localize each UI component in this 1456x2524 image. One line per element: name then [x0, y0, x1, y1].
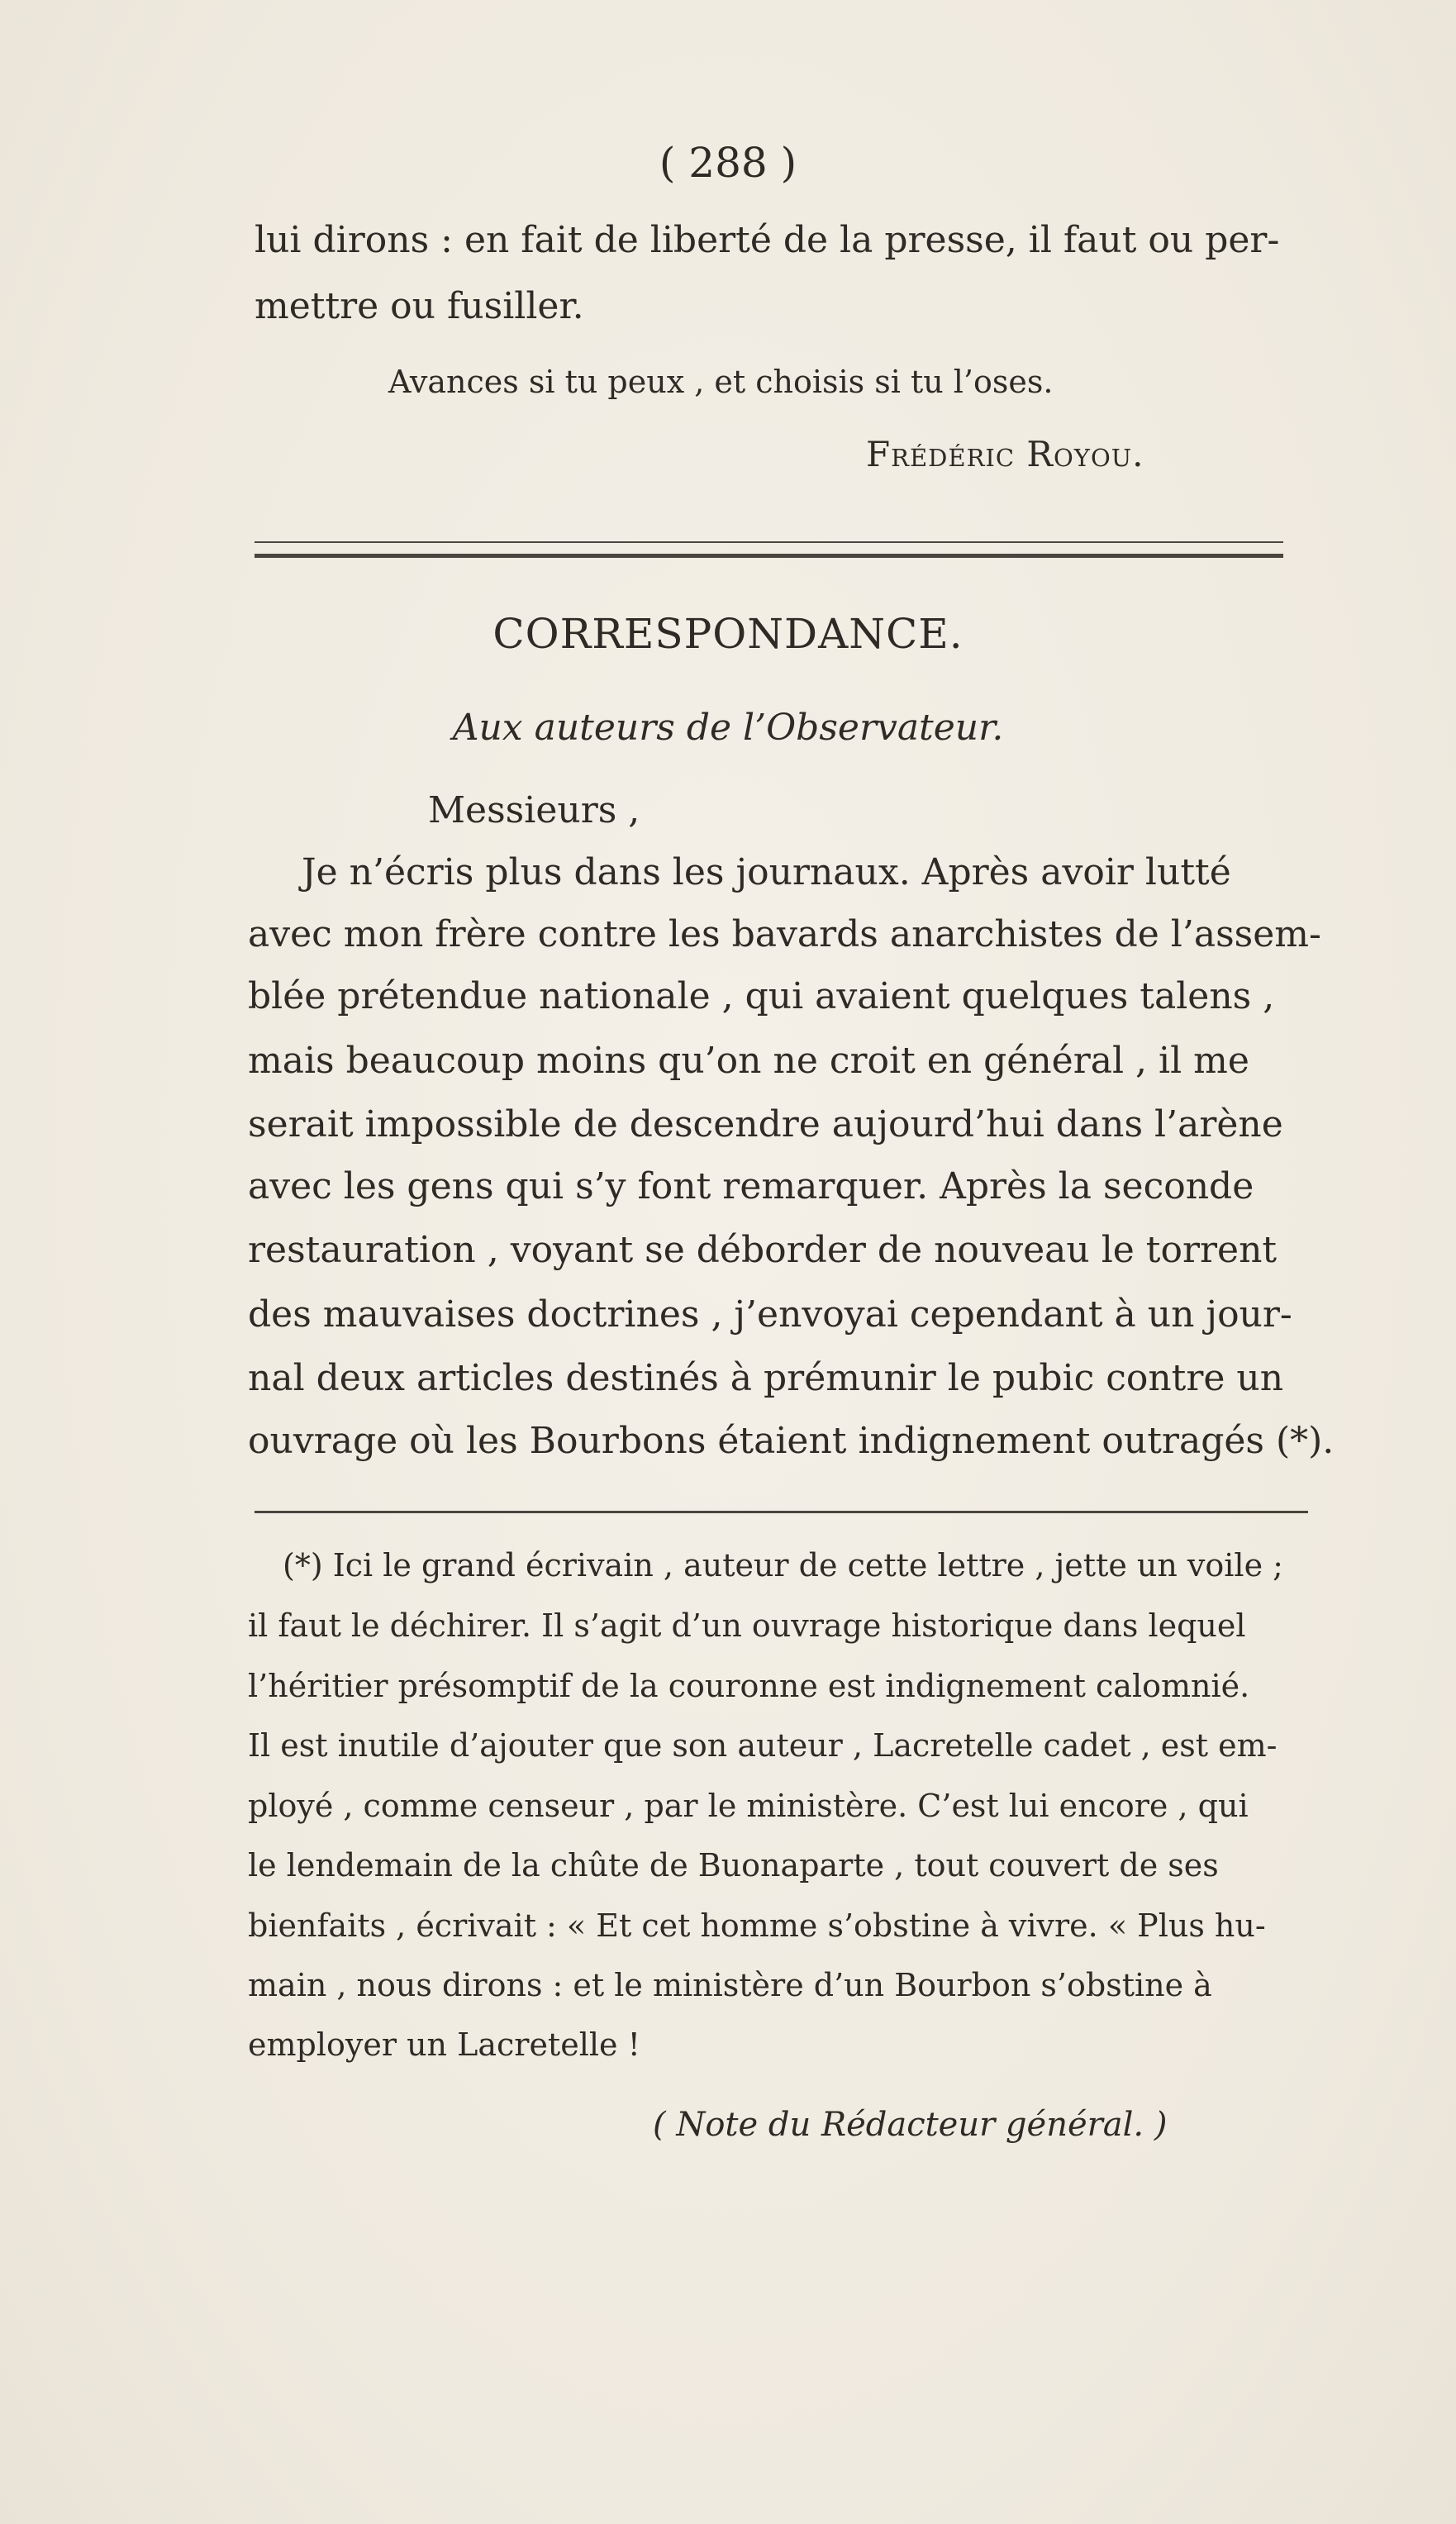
signature: Frédéric Royou.: [866, 434, 1144, 474]
salutation: Messieurs ,: [428, 789, 640, 831]
footnote-line: (*) Ici le grand écrivain , auteur de cette lettre , jette un voile ;: [283, 1547, 1283, 1583]
epigraph-quote: Avances si tu peux , et choisis si tu l’oses.: [388, 364, 1054, 400]
footnote-line: employer un Lacretelle !: [248, 2026, 640, 2063]
footnote-line: Il est inutile d’ajouter que son auteur , Lacretelle cadet , est em-: [248, 1727, 1278, 1764]
footnote-line: bienfaits , écrivait : « Et cet homme s’obstine à vivre. « Plus hu-: [248, 1907, 1266, 1944]
section-title: CORRESPONDANCE.: [492, 610, 964, 658]
footnote-rule: [255, 1511, 1308, 1513]
letter-line: avec mon frère contre les bavards anarchistes de l’assem-: [248, 913, 1321, 955]
letter-line: avec les gens qui s’y font remarquer. Après la seconde: [248, 1165, 1254, 1207]
intro-line: mettre ou fusiller.: [255, 285, 584, 327]
letter-line: des mauvaises doctrines , j’envoyai cependant à un jour-: [248, 1293, 1292, 1336]
double-rule-top: [255, 541, 1283, 543]
footnote-line: il faut le déchirer. Il s’agit d’un ouvrage historique dans lequel: [248, 1607, 1246, 1644]
footnote-line: le lendemain de la chûte de Buonaparte , tout couvert de ses: [248, 1847, 1219, 1883]
double-rule-bottom: [255, 554, 1283, 558]
footnote-line: main , nous dirons : et le ministère d’un Bourbon s’obstine à: [248, 1967, 1212, 2003]
footnote-line: ployé , comme censeur , par le ministère. C’est lui encore , qui: [248, 1788, 1249, 1824]
letter-line: mais beaucoup moins qu’on ne croit en général , il me: [248, 1040, 1249, 1082]
letter-line: nal deux articles destinés à prémunir le pubic contre un: [248, 1357, 1284, 1399]
letter-line: ouvrage où les Bourbons étaient indignement outragés (*).: [248, 1420, 1335, 1462]
section-subtitle: Aux auteurs de l’Observateur.: [452, 707, 1004, 749]
intro-line: lui dirons : en fait de liberté de la presse, il faut ou per-: [255, 219, 1280, 261]
footnote-attribution: ( Note du Rédacteur général. ): [653, 2106, 1168, 2144]
letter-line: blée prétendue nationale , qui avaient quelques talens ,: [248, 975, 1275, 1017]
footnote-line: l’héritier présomptif de la couronne est indignement calomnié.: [248, 1668, 1250, 1704]
letter-line: serait impossible de descendre aujourd’hui dans l’arène: [248, 1103, 1283, 1145]
letter-line: restauration , voyant se déborder de nouveau le torrent: [248, 1229, 1278, 1271]
letter-line: Je n’écris plus dans les journaux. Après avoir lutté: [302, 851, 1231, 893]
page-number: ( 288 ): [659, 139, 797, 187]
